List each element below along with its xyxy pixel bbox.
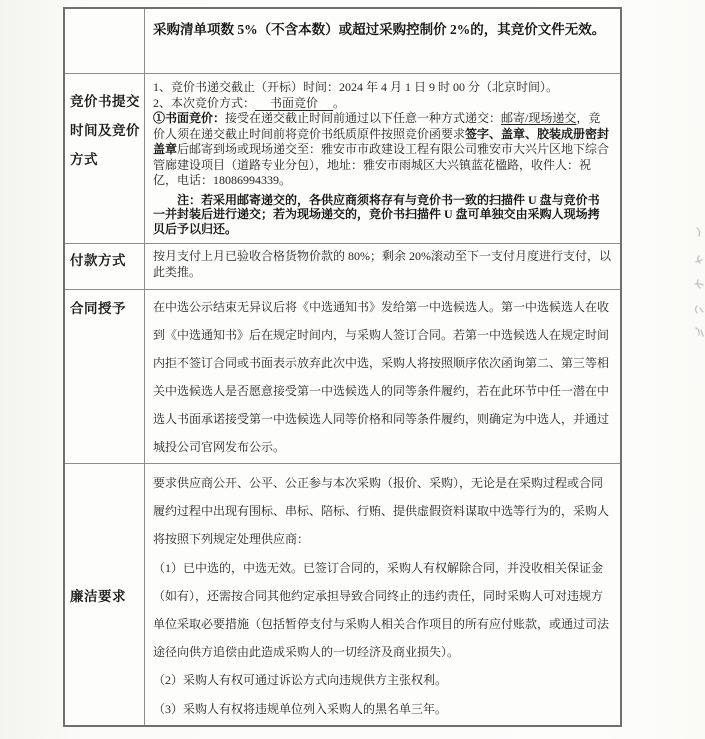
payment-terms-text: 按月支付上月已验收合格货物价款的 80%；剩余 20%滚动至下一支付月度进行支付，以此类推。 (153, 249, 611, 279)
contract-award-text: 在中选公示结束无异议后将《中选通知书》发给第一中选候选人。第一中选候选人在收到《中选通知书》后在规定时间内，与采购人签订合同。若第一中选候选人在规定时间内拒不签订合同或书面表示放弃此次中选，采购人将按照顺序依次函询第二、第三等相关中选候选人是否愿意接受第一中选候选人的同等条件履约，若在此环节中任一潜在中选人书面承诺接受第一中选候选人同等价格和同等条件履约，则确定为中选人，并通过城投公司官网发布公示。 (153, 300, 610, 454)
row-label-integrity: 廉洁要求 (65, 464, 145, 725)
row-payment-terms (65, 244, 620, 290)
integrity-item-3: （3）采购人有权将违规单位列入采购人的黑名单三年。 (153, 701, 448, 716)
delivery-methods-underlined: 邮寄/现场递交 (501, 111, 577, 125)
integrity-item-2: （2）采购人有权可通过诉讼方式向违规供方主张权利。 (153, 673, 448, 688)
written-bid-paragraph: ①书面竞价：接受在递交截止时间前通过以下任意一种方式递交：邮寄/现场递交，竞价人须在递交截止时间前将竞价书纸质原件按照竞价函要求签字、盖章、胶装成册密封盖章后邮寄到场或现场递交至：雅安市市政建设工程有限公司雅安市大兴片区地下综合管廊建设项目（道路专业分包），地址：雅安市雨城区大兴镇蓝花楹路，收件人：祝亿，电话：18086994339。 (153, 111, 610, 187)
procurement-terms-table (63, 7, 622, 727)
invalid-bid-clause-text: 采购清单项数 5%（不含本数）或超过采购控制价 2%的，其竞价文件无效。 (153, 22, 606, 37)
label-line: 方式 (70, 152, 98, 167)
mailing-note: 注：若采用邮寄递交的，各供应商须将存有与竞价书一致的扫描件 U 盘与竞价书一并封装后进行递交；若为现场递交的，竞价书扫描件 U 盘可单独交由采购人现场拷贝后予以归还。 (153, 192, 600, 236)
row-label-contract-award: 合同授予 (65, 290, 145, 463)
method-item: 2、本次竞价方式： 书面竞价 。 (153, 95, 346, 110)
row-bid-submission (65, 74, 620, 244)
row-label-bid-submission (65, 74, 145, 243)
label-line: 时间及竞价 (70, 123, 140, 138)
row-label-empty (65, 9, 145, 73)
bid-method-blank: 书面竞价 (255, 97, 333, 111)
row-invalid-bid-clause (65, 9, 620, 74)
row-contract-award (65, 290, 620, 464)
row-label-payment: 付款方式 (65, 244, 145, 289)
handwriting-artifact-icon (687, 222, 705, 342)
deadline-item: 1、竞价书递交截止（开标）时间：2024 年 4 月 1 日 9 时 00 分（北京时间）。 (153, 80, 559, 94)
integrity-intro: 要求供应商公开、公平、公正参与本次采购（报价、采购），无论是在采购过程或合同履约过程中出现有围标、串标、陪标、行贿、提供虚假资料谋取中选等行为的，采购人将按照下列规定处理供应商： (153, 476, 610, 547)
integrity-item-1: （1）已中选的，中选无效。已签订合同的，采购人有权解除合同，并没收相关保证金（如有），还需按合同其他约定承担导致合同终止的违约责任，同时采购人可对违规方单位采取必要措施（包括暂停支付与采购人相关合作项目的所有应付账款，或通过司法途径向供方追偿由此造成采购人的一切经济及商业损失）。 (153, 560, 610, 660)
label-line: 竞价书提交 (70, 94, 140, 109)
row-integrity-requirements (65, 464, 620, 725)
